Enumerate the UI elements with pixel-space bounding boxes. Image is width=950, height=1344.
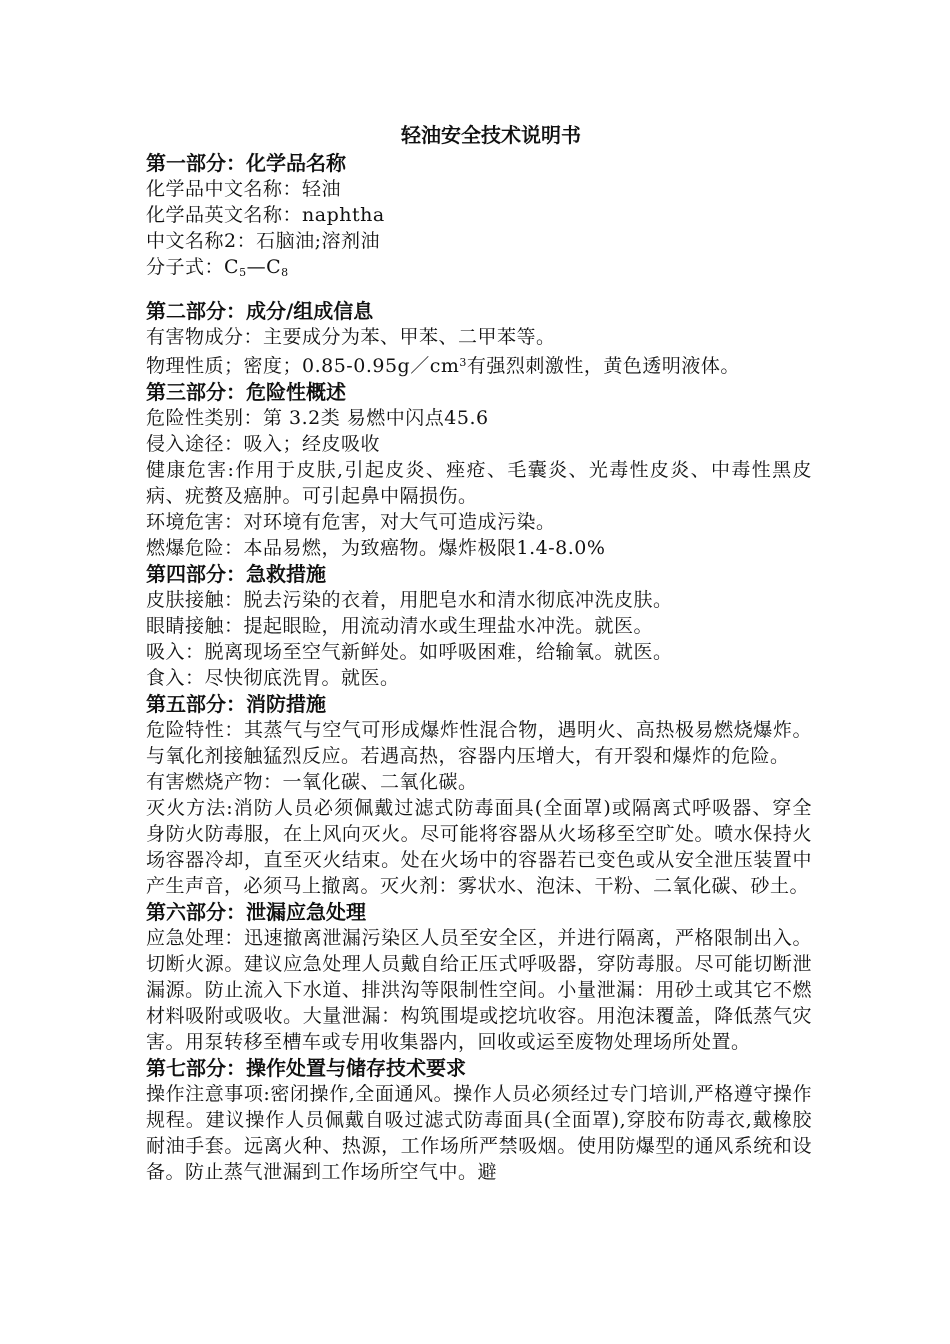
handling-precautions: 操作注意事项:密闭操作,全面通风。操作人员必须经过专门培训,严格遵守操作规程。建议操作人员佩戴自吸过滤式防毒面具(全面罩),穿胶布防毒衣,戴橡胶耐油手套。远离火种、热源，工作场所严禁吸烟。使用防爆型的通风系统和设备。防止蒸气泄漏到工作场所空气中。避: [146, 1083, 812, 1183]
section-4-heading: 第四部分：急救措施: [146, 562, 326, 586]
section-3-heading: 第三部分：危险性概述: [146, 380, 346, 404]
section-7-heading: 第七部分：操作处置与储存技术要求: [146, 1056, 466, 1080]
section-5-heading: 第五部分：消防措施: [146, 692, 326, 716]
chinese-name-2: 中文名称2：石脑油;溶剂油: [146, 230, 380, 252]
skin-contact: 皮肤接触：脱去污染的衣着，用肥皂水和清水彻底冲洗皮肤。: [146, 589, 673, 611]
props-post: 有强烈刺激性，黄色透明液体。: [466, 355, 740, 377]
formula-label: 分子式：: [146, 256, 225, 278]
chinese-name: 化学品中文名称：轻油: [146, 178, 342, 200]
ingestion: 食入：尽快彻底洗胃。就医。: [146, 667, 400, 689]
hazard-category: 危险性类别：第 3.2类 易燃中闪点45.6: [146, 407, 489, 429]
hazard-characteristics: 危险特性：其蒸气与空气可形成爆炸性混合物，遇明火、高热极易燃烧爆炸。与氧化剂接触猛烈反应。若遇高热，容器内压增大，有开裂和爆炸的危险。: [146, 719, 812, 767]
inhalation: 吸入：脱离现场至空气新鲜处。如呼吸困难，给输氧。就医。: [146, 641, 673, 663]
document-title: 轻油安全技术说明书: [401, 123, 581, 147]
formula-dash: —: [246, 256, 267, 278]
emergency-response: 应急处理：迅速撤离泄漏污染区人员至安全区，并进行隔离，严格限制出入。切断火源。建议应急处理人员戴自给正压式呼吸器，穿防毒服。尽可能切断泄漏源。防止流入下水道、排洪沟等限制性空间。小量泄漏：用砂土或其它不燃材料吸附或吸收。大量泄漏：构筑围堤或挖坑收容。用泡沫覆盖，降低蒸气灾害。用泵转移至槽车或专用收集器内，回收或运至废物处理场所处置。: [146, 927, 812, 1053]
combustion-products: 有害燃烧产物：一氧化碳、二氧化碳。: [146, 771, 478, 793]
environmental-hazard: 环境危害：对环境有危害，对大气可造成污染。: [146, 511, 556, 533]
section-1-heading: 第一部分：化学品名称: [146, 151, 346, 175]
props-pre: 物理性质；密度；0.85-0.95g／cm: [146, 355, 460, 377]
molecular-formula: [146, 254, 812, 286]
formula-c1: C: [224, 256, 240, 278]
section-6-heading: 第六部分：泄漏应急处理: [146, 900, 366, 924]
exposure-route: 侵入途径：吸入；经皮吸收: [146, 433, 381, 455]
health-hazard: 健康危害:作用于皮肤,引起皮炎、痤疮、毛囊炎、光毒性皮炎、中毒性黑皮病、疣赘及癌肿。可引起鼻中隔损伤。: [146, 459, 812, 507]
formula-n1: 5: [239, 266, 247, 279]
fire-explosion-hazard: 燃爆危险：本品易燃，为致癌物。爆炸极限1.4-8.0%: [146, 537, 606, 559]
physical-properties: [146, 350, 812, 379]
document-body: [146, 120, 812, 1185]
harmful-components: 有害物成分：主要成分为苯、甲苯、二甲苯等。: [146, 326, 556, 348]
english-name: 化学品英文名称：naphtha: [146, 204, 385, 226]
props-sup: 3: [459, 356, 467, 369]
extinguishing-method: 灭火方法:消防人员必须佩戴过滤式防毒面具(全面罩)或隔离式呼吸器、穿全身防火防毒服，在上风向灭火。尽可能将容器从火场移至空旷处。喷水保持火场容器冷却，直至灭火结束。处在火场中的容器若已变色或从安全泄压装置中产生声音，必须马上撤离。灭火剂：雾状水、泡沫、干粉、二氧化碳、砂土。: [146, 797, 812, 897]
section-2-heading: 第二部分：成分/组成信息: [146, 299, 374, 323]
formula-c2: C: [266, 256, 282, 278]
eye-contact: 眼睛接触：提起眼睑，用流动清水或生理盐水冲洗。就医。: [146, 615, 654, 637]
section-gap: [146, 286, 812, 298]
formula-n2: 8: [281, 266, 289, 279]
